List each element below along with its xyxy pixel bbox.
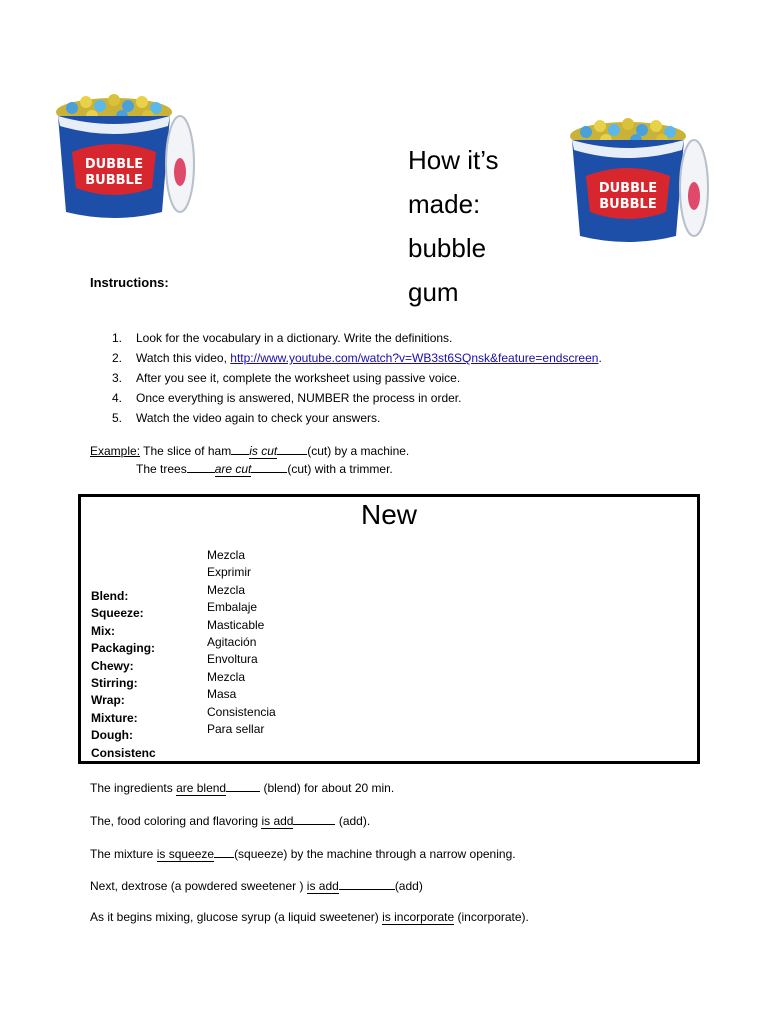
sentence-4: [90, 877, 423, 893]
instructions-list: [112, 328, 732, 428]
vocab-definition: Consistencia: [207, 704, 276, 719]
tub-label-line1: DUBBLE: [84, 157, 144, 172]
vocab-definition: Para sellar: [207, 722, 265, 737]
title-line: How it’s: [408, 145, 499, 175]
tub-label-line2: BUBBLE: [85, 173, 143, 188]
sentence-text: (blend) for about 20 min.: [260, 781, 395, 795]
vocab-definition: Masticable: [207, 617, 265, 632]
vocab-definition: Agitación: [207, 635, 257, 650]
sentence-text: As it begins mixing, glucose syrup (a liquid sweetener): [90, 910, 383, 924]
sentence-answer: is add: [306, 879, 339, 893]
example-line-1: [90, 441, 409, 461]
vocab-term: Mixture:: [91, 710, 138, 725]
example-line-2: [136, 459, 393, 479]
sentence-text: Next, dextrose (a powdered sweetener ): [90, 879, 307, 893]
step-text: Look for the vocabulary in a dictionary. Write the definitions.: [136, 331, 453, 345]
sentence-text: The ingredients: [90, 781, 177, 795]
sentence-text: (squeeze) by the machine through a narrow opening.: [234, 847, 516, 861]
vocab-term: Wrap:: [91, 693, 125, 708]
sentence-answer: is squeeze: [156, 847, 215, 861]
sentence-answer: are blend: [176, 781, 227, 795]
vocabulary-terms: [91, 588, 156, 762]
vocab-definition: Embalaje: [207, 600, 258, 615]
tub-label-line2: BUBBLE: [599, 197, 657, 212]
blank-line: [214, 845, 234, 858]
vocabulary-title: New: [360, 499, 417, 530]
example-text: The slice of ham: [140, 444, 232, 458]
sentence-text: The mixture: [90, 847, 157, 861]
blank-line: [231, 442, 249, 455]
instruction-step: [112, 388, 732, 408]
sentence-1: [90, 779, 394, 795]
vocab-term: Dough:: [91, 728, 133, 743]
example-text: (cut) by a machine.: [307, 444, 410, 458]
sentence-3: [90, 845, 516, 861]
vocab-term: Stirring:: [91, 676, 138, 691]
step-text: Once everything is answered, NUMBER the process in order.: [136, 391, 462, 405]
title-line: gum: [408, 277, 459, 307]
sentence-text: (incorporate).: [454, 910, 529, 924]
blank-line: [226, 779, 260, 792]
bubble-gum-tub-image-right: [566, 116, 706, 246]
vocab-term: Chewy:: [91, 658, 134, 673]
sentence-text: The, food coloring and flavoring: [90, 814, 262, 828]
instruction-step: [112, 408, 732, 428]
vocab-definition: Mezcla: [207, 548, 246, 562]
vocab-term: Mix:: [91, 623, 115, 638]
step-number: 2.: [112, 351, 123, 365]
blank-line: [339, 877, 395, 890]
vocab-definition: Exprimir: [207, 565, 251, 580]
instruction-step: [112, 368, 732, 388]
sentence-2: [90, 812, 370, 828]
vocab-definition: Envoltura: [207, 652, 258, 667]
sentence-5: [90, 910, 529, 924]
vocab-term: Consistenc: [91, 745, 156, 760]
sentence-answer: is add: [261, 814, 294, 828]
title-line: bubble: [408, 233, 487, 263]
vocab-definition: Mezcla: [207, 669, 246, 684]
step-number: 1.: [112, 331, 123, 345]
step-text-suffix: .: [598, 351, 602, 365]
tub-label-line1: DUBBLE: [598, 181, 658, 196]
sentence-text: (add): [394, 879, 423, 893]
blank-line: [251, 460, 287, 473]
youtube-video-link[interactable]: http://www.youtube.com/watch?v=WB3st6SQnsk&feature=endscreen: [230, 351, 599, 365]
bubble-gum-tub-image-left: [52, 92, 192, 222]
vocab-term: Blend:: [91, 589, 129, 603]
title-line: made:: [408, 189, 481, 219]
instruction-step: [112, 348, 732, 368]
sentence-text: (add).: [335, 814, 371, 828]
example-answer: are cut: [214, 462, 252, 476]
sentence-answer: is incorporate: [382, 910, 455, 924]
step-text: Watch this video,: [136, 351, 231, 365]
example-label: Example:: [90, 444, 141, 458]
example-text: (cut) with a trimmer.: [287, 462, 393, 476]
blank-line: [277, 442, 307, 455]
step-text: Watch the video again to check your answers.: [136, 411, 381, 425]
vocab-definition: Masa: [207, 687, 237, 702]
vocab-term: Squeeze:: [91, 606, 144, 621]
blank-line: [293, 812, 335, 825]
page-title: [408, 138, 499, 314]
vocabulary-definitions: [207, 547, 276, 738]
step-number: 5.: [112, 411, 123, 425]
vocab-definition: Mezcla: [207, 582, 246, 597]
blank-line: [187, 460, 215, 473]
vocabulary-box: [78, 494, 700, 764]
example-answer: is cut: [249, 444, 278, 458]
step-text: After you see it, complete the worksheet using passive voice.: [136, 371, 461, 385]
instructions-heading: Instructions:: [90, 275, 169, 290]
vocab-term: Packaging:: [91, 641, 156, 656]
instruction-step: [112, 328, 732, 348]
example-text: The trees: [136, 462, 187, 476]
step-number: 3.: [112, 371, 123, 385]
step-number: 4.: [112, 391, 123, 405]
